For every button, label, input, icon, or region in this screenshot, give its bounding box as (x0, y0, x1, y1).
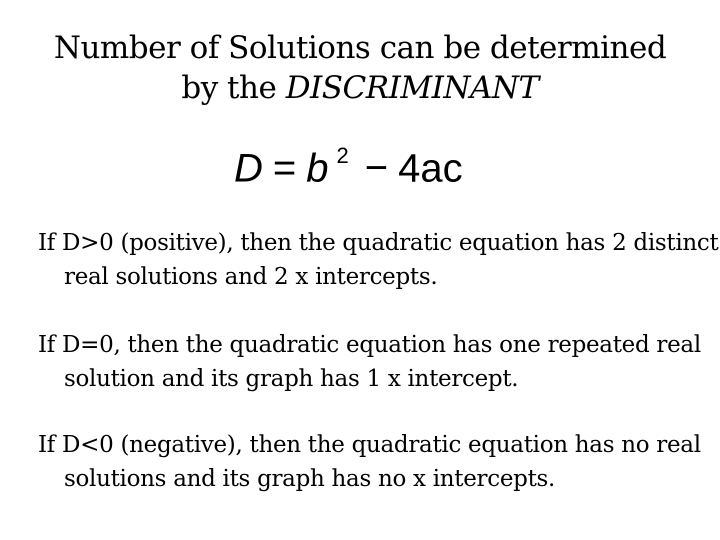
formula-lhs: D (234, 146, 263, 191)
title-line-2 (0, 68, 720, 108)
formula-base: b (306, 146, 329, 191)
discriminant-formula (234, 132, 463, 196)
paragraph-positive: If D>0 (positive), then the quadratic equation has 2 distinct real solutions and 2 x intercepts. (38, 230, 719, 290)
formula-term-text: 4ac (398, 146, 463, 191)
formula-equals: = (272, 146, 297, 191)
paragraph-negative: If D<0 (negative), then the quadratic equation has no real solutions and its graph has no x intercepts. (38, 432, 701, 492)
title-line-1: Number of Solutions can be determined (53, 30, 667, 66)
formula-minus: − (364, 146, 389, 191)
paragraph-zero: If D=0, then the quadratic equation has one repeated real solution and its graph has 1 x intercept. (38, 332, 701, 392)
title-discriminant: DISCRIMINANT (285, 70, 539, 106)
slide-title (0, 28, 720, 108)
title-line-2-prefix: by the (181, 70, 286, 106)
formula-term (398, 146, 463, 190)
formula-exponent: 2 (336, 143, 349, 168)
